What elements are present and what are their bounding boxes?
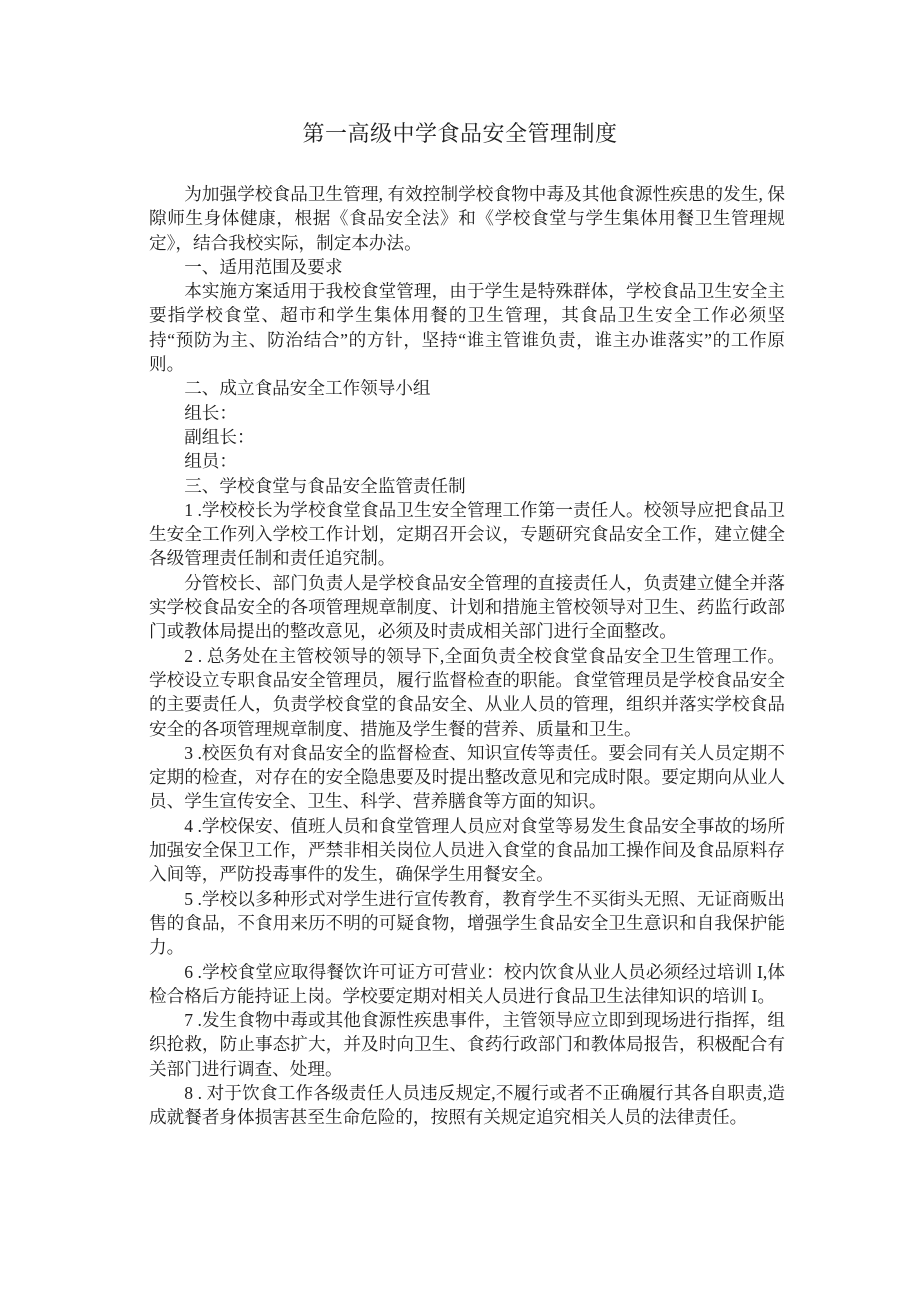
intro-paragraph: 为加强学校食品卫生管理, 有效控制学校食物中毒及其他食源性疾患的发生, 保隙师生身体健康，根据《食品安全法》和《学校食堂与学生集体用餐卫生管理规定》，结合我校实际，制定本办法。 [149,184,785,253]
section-2-heading: 二、成立食品安全工作领导小组 [184,378,431,399]
section-1-paragraph: 本实施方案适用于我校食堂管理，由于学生是特殊群体，学校食品卫生安全主要指学校食堂、超市和学生集体用餐的卫生管理，其食品卫生安全工作必须坚持“预防为主、防治结合”的方针，坚持“谁主管谁负责，谁主办谁落实”的工作原则。 [149,281,785,375]
item-6-paragraph: 6 .学校食堂应取得餐饮许可证方可营业：校内饮食从业人员必须经过培训 I,体检合格后方能持证上岗。学校要定期对相关人员进行食品卫生法律知识的培训 I。 [149,961,785,1006]
item-1-supplement-paragraph: 分管校长、部门负责人是学校食品安全管理的直接责任人，负责建立健全并落实学校食品安全的各项管理规章制度、计划和措施主管校领导对卫生、药监行政部门或教体局提出的整改意见，必须及时责成相关部门进行全面整改。 [149,572,785,642]
item-5-paragraph: 5 .学校以多种形式对学生进行宣传教育，教育学生不买街头无照、无证商贩出售的食品，不食用来历不明的可疑食物，增强学生食品安全卫生意识和自我保护能力。 [149,888,785,958]
group-members-line: 组员： [184,451,237,472]
document-title: 第一高级中学食品安全管理制度 [302,121,618,146]
item-4-paragraph: 4 .学校保安、值班人员和食堂管理人员应对食堂等易发生食品安全事故的场所加强安全保卫工作，严禁非相关岗位人员进入食堂的食品加工操作间及食品原料存入间等，严防投毒事件的发生，确保学生用餐安全。 [149,815,785,885]
document-body [149,182,785,1130]
deputy-group-leader-line: 副组长： [184,426,255,447]
item-7-paragraph: 7 .发生食物中毒或其他食源性疾患事件，主管领导应立即到现场进行指挥，组织抢救，防止事态扩大，并及时向卫生、食药行政部门和教体局报告，积极配合有关部门进行调查、处理。 [149,1010,785,1079]
section-1-heading: 一、适用范围及要求 [184,256,343,277]
group-leader-line: 组长： [184,402,237,423]
item-2-paragraph: 2 . 总务处在主管校领导的领导下,全面负责全校食堂食品安全卫生管理工作。学校设立专职食品安全管理员，履行监督检查的职能。食堂管理员是学校食品安全的主要责任人，负责学校食堂的食品安全、从业人员的管理，组织并落实学校食品安全的各项管理规章制度、措施及学生餐的营养、质量和卫生。 [149,645,785,739]
item-1-paragraph: 1 .学校校长为学校食堂食品卫生安全管理工作第一责任人。校领导应把食品卫生安全工作列入学校工作计划，定期召开会议，专题研究食品安全工作，建立健全各级管理责任制和责任追究制。 [149,499,785,569]
section-3-heading: 三、学校食堂与食品安全监管责任制 [184,475,466,496]
item-3-paragraph: 3 .校医负有对食品安全的监督检查、知识宣传等责任。要会同有关人员定期不定期的检查，对存在的安全隐患要及时提出整改意见和完成时限。要定期向从业人员、学生宣传安全、卫生、科学、营养膳食等方面的知识。 [149,742,785,812]
item-8-paragraph: 8 . 对于饮食工作各级责任人员违反规定,不履行或者不正确履行其各自职责,造成就餐者身体损害甚至生命危险的，按照有关规定追究相关人员的法律责任。 [149,1082,785,1128]
